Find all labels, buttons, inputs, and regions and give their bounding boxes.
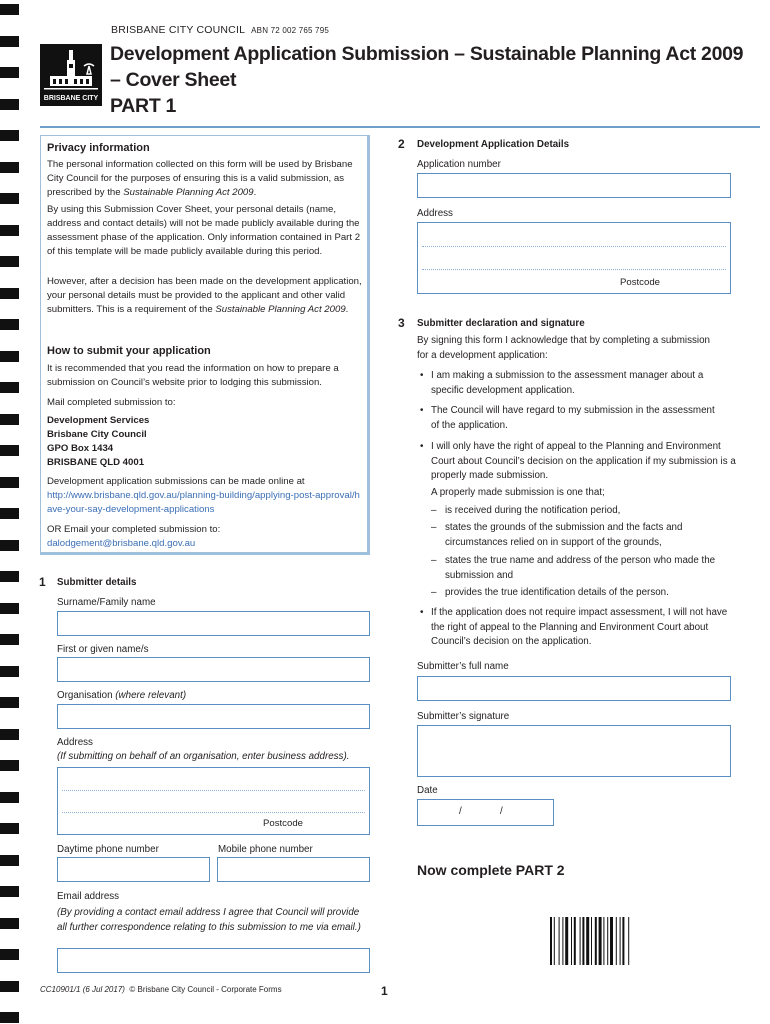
edge-mark	[0, 697, 19, 708]
edge-mark	[0, 981, 19, 992]
submitter-address-input[interactable]	[57, 767, 370, 835]
daytime-phone-label: Daytime phone number	[57, 844, 159, 855]
barcode-bar	[586, 917, 589, 965]
email-link[interactable]: dalodgement@brisbane.qld.gov.au	[47, 538, 196, 549]
copyright: © Brisbane City Council - Corporate Forms	[129, 985, 282, 994]
section2-number: 2	[398, 137, 405, 151]
dash-mark: –	[431, 555, 437, 566]
address-line-1: Development Services	[47, 415, 150, 426]
date-separator: /	[500, 806, 503, 817]
brisbane-logo	[40, 44, 102, 106]
section1-heading: Submitter details	[57, 577, 137, 588]
address-dotted-line	[422, 269, 726, 270]
barcode-icon	[550, 917, 670, 972]
edge-mark	[0, 256, 19, 267]
barcode-bar	[607, 917, 608, 965]
bullet-dot: •	[420, 441, 424, 452]
logo-text: BRISBANE CITY	[43, 95, 99, 102]
title-line2: – Cover Sheet	[110, 69, 237, 91]
edge-mark	[0, 99, 19, 110]
privacy-p1-act: Sustainable Planning Act 2009	[123, 187, 254, 198]
privacy-p1	[47, 158, 365, 200]
application-address-input[interactable]	[417, 222, 731, 294]
city-hall-icon	[40, 44, 102, 106]
privacy-p1-end: .	[253, 187, 257, 198]
edge-mark	[0, 130, 19, 141]
edge-mark	[0, 823, 19, 834]
address-line-4: BRISBANE QLD 4001	[47, 457, 145, 468]
edge-mark	[0, 36, 19, 47]
privacy-p3-text: However, after a decision has been made on the development application, your personal details must be provided to the applicant and other valid submitters. This is a requirement of the	[47, 276, 362, 315]
privacy-heading: Privacy information	[47, 142, 150, 154]
section2-heading: Development Application Details	[417, 139, 570, 150]
properly-made-text: A properly made submission is one that;	[431, 487, 605, 498]
declaration-bullet-1: I am making a submission to the assessment manager about a specific development application.	[431, 370, 704, 396]
first-name-input[interactable]	[57, 657, 370, 682]
edge-mark	[0, 382, 19, 393]
form-code: CC10901/1 (6 Jul 2017)	[40, 985, 125, 994]
submitter-postcode-label: Postcode	[262, 818, 303, 829]
edge-mark	[0, 162, 19, 173]
organisation-note: (where relevant)	[115, 690, 187, 701]
edge-mark	[0, 67, 19, 78]
declaration-dash-4: provides the true identification details of the person.	[445, 587, 669, 598]
barcode-bar	[559, 917, 560, 965]
daytime-phone-input[interactable]	[57, 857, 210, 882]
edge-mark	[0, 886, 19, 897]
email-address-label: Email address	[57, 891, 120, 902]
privacy-box	[40, 135, 370, 555]
address-dotted-line	[422, 246, 726, 247]
privacy-p1-text: The personal information collected on this form will be used by Brisbane City Council for the purposes of ensuring this is a valid submission, as prescribed by the	[47, 159, 353, 198]
barcode-bar	[565, 917, 568, 965]
edge-mark	[0, 792, 19, 803]
declaration-bullet-3: I will only have the right of appeal to the Planning and Environment Court about Council’s decision on the application if my submission is a properly made submission.	[431, 441, 736, 481]
dash-mark: –	[431, 587, 437, 598]
organisation-label-text: Organisation	[57, 690, 113, 701]
edge-mark	[0, 540, 19, 551]
barcode-bar	[622, 917, 624, 965]
privacy-p3-end: .	[345, 304, 349, 315]
barcode-bar	[550, 917, 552, 965]
address-line-3: GPO Box 1434	[47, 443, 114, 454]
barcode	[550, 917, 670, 972]
submitter-address-note: (If submitting on behalf of an organisation, enter business address).	[57, 751, 350, 762]
complete-part2-notice: Now complete PART 2	[417, 862, 565, 878]
edge-mark	[0, 603, 19, 614]
council-name	[111, 24, 329, 36]
page-number: 1	[381, 984, 388, 998]
page-title	[110, 41, 760, 119]
section3-number: 3	[398, 316, 405, 330]
date-input[interactable]	[417, 799, 554, 826]
edge-mark	[0, 4, 19, 15]
signature-label: Submitter’s signature	[417, 711, 510, 722]
privacy-p3	[47, 275, 365, 317]
declaration-bullet-4: If the application does not require impact assessment, I will not have the right of appeal to the Planning and Environment Court about Council’s decision on the application.	[431, 607, 728, 647]
organisation-input[interactable]	[57, 704, 370, 729]
edge-mark	[0, 918, 19, 929]
privacy-p2: By using this Submission Cover Sheet, your personal details (name, address and contact details) will not be made publicly available during the assessment phase of the application. Only information contained in Part 2 of this template will be made publicly available during this period.	[47, 204, 361, 257]
barcode-bar	[599, 917, 602, 965]
submitter-address-label: Address	[57, 737, 93, 748]
edge-mark	[0, 729, 19, 740]
declaration-dash-1: is received during the notification period,	[445, 505, 621, 516]
council-label: BRISBANE CITY COUNCIL	[111, 24, 246, 36]
barcode-bar	[620, 917, 621, 965]
mobile-phone-input[interactable]	[217, 857, 370, 882]
first-name-label: First or given name/s	[57, 644, 149, 655]
application-postcode-label: Postcode	[619, 277, 660, 288]
email-address-input[interactable]	[57, 948, 370, 973]
barcode-bar	[595, 917, 597, 965]
address-line-2: Brisbane City Council	[47, 429, 147, 440]
edge-mark	[0, 855, 19, 866]
how-to-submit-heading: How to submit your application	[47, 345, 211, 357]
declaration-bullet-2: The Council will have regard to my submission in the assessment of the application.	[431, 405, 715, 431]
edge-mark	[0, 225, 19, 236]
title-line1: Development Application Submission – Sustainable Planning Act 2009	[110, 43, 744, 65]
dash-mark: –	[431, 505, 437, 516]
edge-mark	[0, 760, 19, 771]
online-link[interactable]: http://www.brisbane.qld.gov.au/planning-building/applying-post-approval/have-your-say-development-applications	[47, 490, 360, 515]
edge-marks	[0, 0, 20, 1024]
edge-mark	[0, 477, 19, 488]
date-separator: /	[459, 806, 462, 817]
edge-mark	[0, 571, 19, 582]
privacy-p3-act: Sustainable Planning Act 2009	[215, 304, 346, 315]
edge-mark	[0, 445, 19, 456]
declaration-intro: By signing this form I acknowledge that by completing a submission for a development application:	[417, 335, 710, 361]
section3-heading: Submitter declaration and signature	[417, 318, 585, 329]
part-label: PART 1	[110, 95, 177, 117]
mail-label: Mail completed submission to:	[47, 397, 176, 408]
edge-mark	[0, 414, 19, 425]
barcode-bar	[571, 917, 572, 965]
bullet-dot: •	[420, 607, 424, 618]
barcode-bar	[574, 917, 576, 965]
bullet-dot: •	[420, 405, 424, 416]
edge-mark	[0, 666, 19, 677]
signature-box[interactable]	[417, 725, 731, 777]
mail-address	[47, 414, 365, 470]
mobile-phone-label: Mobile phone number	[218, 844, 313, 855]
barcode-bar	[616, 917, 617, 965]
edge-mark	[0, 634, 19, 645]
footer	[40, 985, 282, 994]
dash-mark: –	[431, 522, 437, 533]
barcode-bar	[603, 917, 604, 965]
barcode-bar	[591, 917, 592, 965]
abn: ABN 72 002 765 795	[251, 26, 330, 35]
application-address-label: Address	[417, 208, 453, 219]
barcode-bar	[610, 917, 613, 965]
surname-label: Surname/Family name	[57, 597, 156, 608]
address-dotted-line	[62, 812, 365, 813]
declaration-dash-3: states the true name and address of the person who made the submission and	[445, 555, 716, 581]
edge-mark	[0, 319, 19, 330]
address-dotted-line	[62, 790, 365, 791]
edge-mark	[0, 288, 19, 299]
barcode-bar	[580, 917, 581, 965]
email-address-note: (By providing a contact email address I agree that Council will provide all further correspondence relating to this submission to me via email.)	[57, 907, 361, 933]
application-number-input[interactable]	[417, 173, 731, 198]
date-label: Date	[417, 785, 438, 796]
full-name-input[interactable]	[417, 676, 731, 701]
application-number-label: Application number	[417, 159, 501, 170]
edge-mark	[0, 508, 19, 519]
surname-input[interactable]	[57, 611, 370, 636]
barcode-bar	[582, 917, 584, 965]
bullet-dot: •	[420, 370, 424, 381]
barcode-bar	[628, 917, 629, 965]
barcode-bar	[554, 917, 555, 965]
edge-mark	[0, 1012, 19, 1023]
online-text: Development application submissions can be made online at	[47, 476, 305, 487]
edge-mark	[0, 949, 19, 960]
edge-mark	[0, 193, 19, 204]
section1-number: 1	[39, 575, 46, 589]
how-to-submit-text: It is recommended that you read the information on how to prepare a submission on Council’s website prior to lodging this submission.	[47, 363, 339, 388]
declaration-dash-2: states the grounds of the submission and the facts and circumstances relied on in support of the grounds,	[445, 522, 683, 548]
barcode-bar	[562, 917, 563, 965]
email-text: OR Email your completed submission to:	[47, 524, 221, 535]
edge-mark	[0, 351, 19, 362]
full-name-label: Submitter’s full name	[417, 661, 509, 672]
header-divider	[40, 126, 760, 128]
organisation-label	[57, 690, 186, 701]
